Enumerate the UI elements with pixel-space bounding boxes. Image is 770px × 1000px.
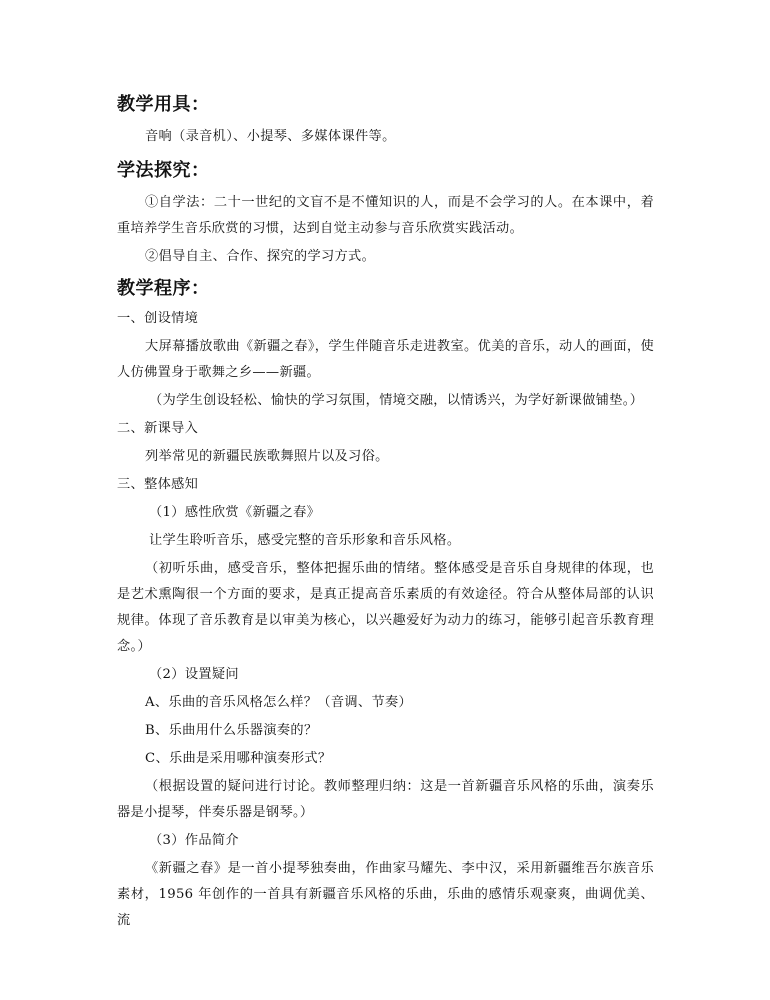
subsection-2-title: （2）设置疑问 <box>149 667 239 682</box>
section-1-paragraph-2: （为学生创设轻松、愉快的学习氛围，情境交融，以情诱兴，为学好新课做铺垫。） <box>149 393 644 408</box>
question-a: A、乐曲的音乐风格怎么样？（音调、节奏） <box>145 695 413 710</box>
subsection-1-paragraph-1: 让学生聆听音乐，感受完整的音乐形象和音乐风格。 <box>149 533 461 548</box>
section-2-title: 二、新课导入 <box>117 421 199 436</box>
section-2-paragraph-1: 列举常见的新疆民族歌舞照片以及习俗。 <box>145 449 389 464</box>
question-c: C、乐曲是采用哪种演奏形式？ <box>145 751 332 766</box>
method-paragraph-1: ①自学法：二十一世纪的文盲不是不懂知识的人，而是不会学习的人。在本课中，着重培养学生音乐欣赏的习惯，达到自觉主动参与音乐欣赏实践活动。 <box>117 195 654 236</box>
subsection-3-paragraph-1: 《新疆之春》是一首小提琴独奏曲，作曲家马耀先、李中汉，采用新疆维吾尔族音乐素材，1956 年创作的一首具有新疆音乐风格的乐曲，乐曲的感情乐观豪爽，曲调优美、流 <box>117 861 654 928</box>
method-heading: 学法探究： <box>117 160 210 181</box>
tools-text: 音响（录音机）、小提琴、多媒体课件等。 <box>145 129 396 144</box>
question-b: B、乐曲用什么乐器演奏的？ <box>145 723 318 738</box>
procedure-heading: 教学程序： <box>117 278 210 299</box>
subsection-1-paragraph-2: （初听乐曲，感受音乐，整体把握乐曲的情绪。整体感受是音乐自身规律的体现，也是艺术熏陶很一个方面的要求，是真正提高音乐素质的有效途径。符合从整体局部的认识规律。体现了音乐教育是以审美为核心，以兴趣爱好为动力的练习，能够引起音乐教育理念。） <box>117 561 654 654</box>
document-page <box>117 92 654 934</box>
section-1-title: 一、创设情境 <box>117 311 199 326</box>
tools-heading: 教学用具： <box>117 94 210 115</box>
subsection-1-title: （1）感性欣赏《新疆之春》 <box>149 505 321 520</box>
subsection-3-title: （3）作品简介 <box>149 833 239 848</box>
section-3-title: 三、整体感知 <box>117 477 199 492</box>
subsection-2-paragraph-1: （根据设置的疑问进行讨论。教师整理归纳：这是一首新疆音乐风格的乐曲，演奏乐器是小提琴，伴奏乐器是钢琴。） <box>117 779 654 820</box>
method-paragraph-2: ②倡导自主、合作、探究的学习方式。 <box>145 249 376 264</box>
section-1-paragraph-1: 大屏幕播放歌曲《新疆之春》，学生伴随音乐走进教室。优美的音乐，动人的画面，使人仿佛置身于歌舞之乡——新疆。 <box>117 339 654 380</box>
